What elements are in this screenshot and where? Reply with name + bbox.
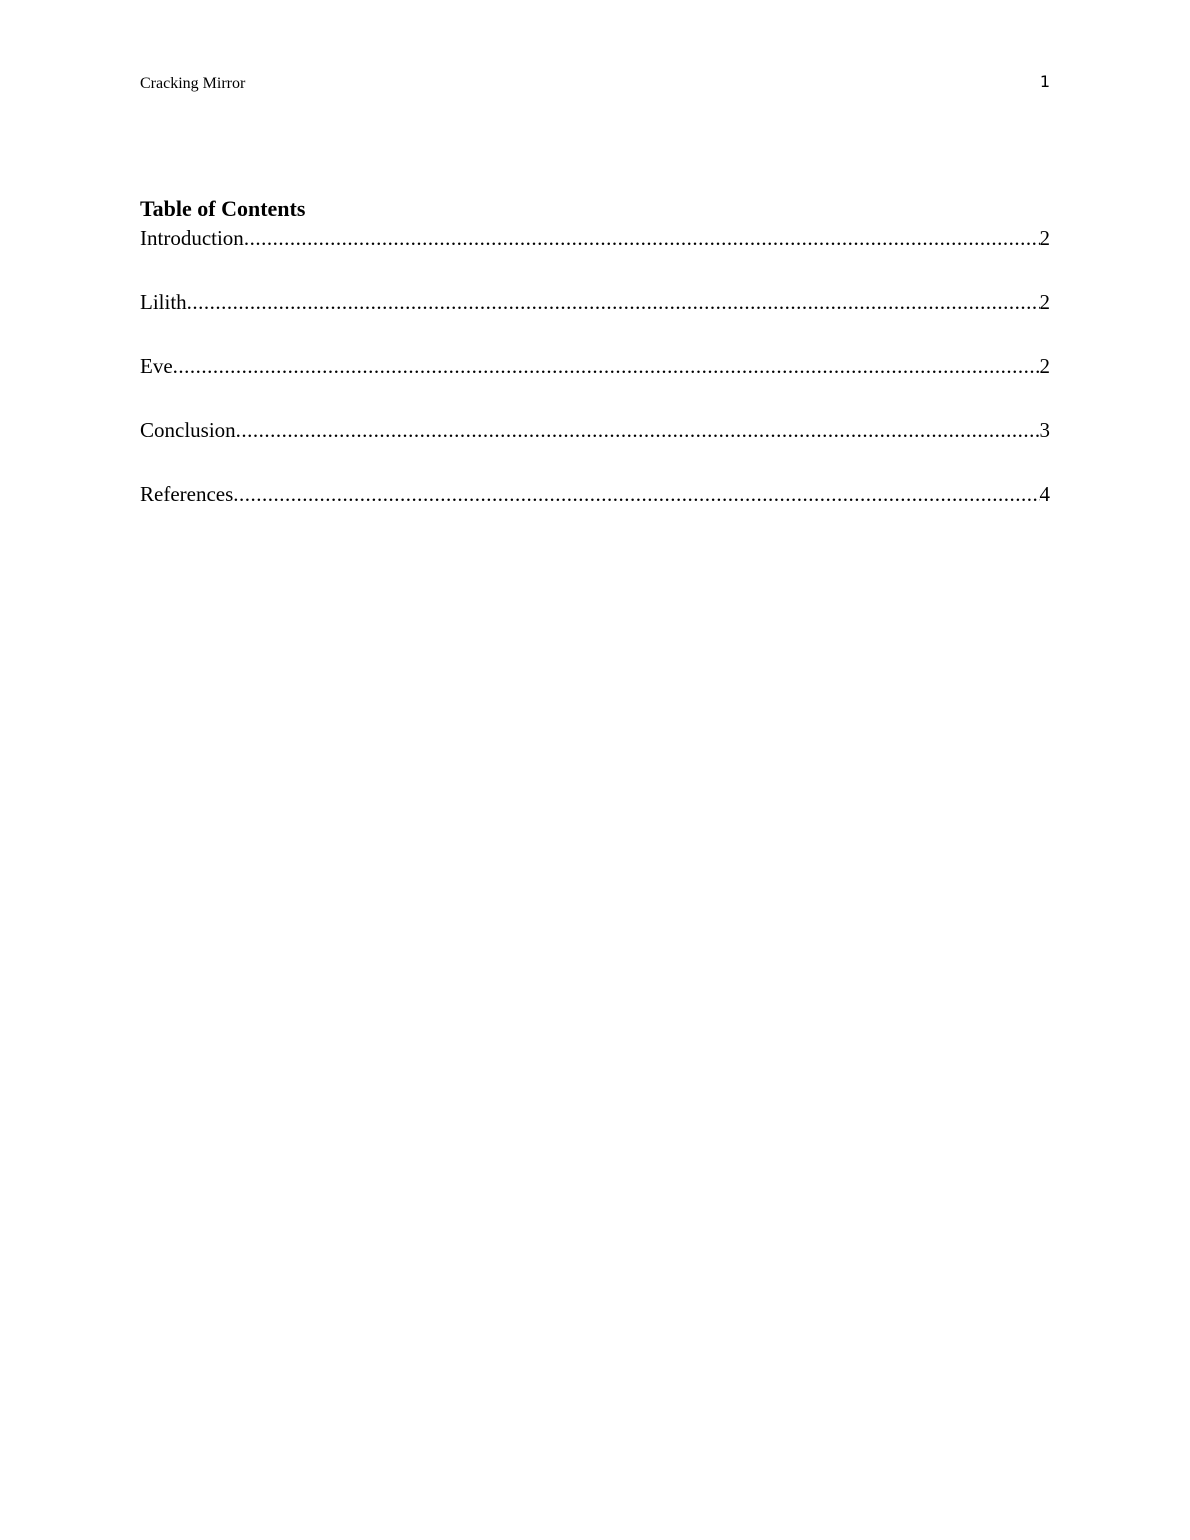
toc-entry-conclusion[interactable] <box>140 415 1050 445</box>
toc-entry-introduction[interactable] <box>140 223 1050 253</box>
page-number: 1 <box>1039 72 1050 91</box>
toc-entry-title: Lilith <box>140 290 187 314</box>
toc-heading: Table of Contents <box>140 196 306 221</box>
toc-entry-page: 2 <box>1039 354 1050 378</box>
toc-entry-title: Eve <box>140 354 173 378</box>
toc-entry-page: 3 <box>1039 418 1050 442</box>
dot-leader <box>233 479 1039 509</box>
toc-entry-title: References <box>140 482 234 506</box>
dot-leader <box>236 415 1040 445</box>
toc-entry-lilith[interactable] <box>140 287 1050 317</box>
dot-leader <box>244 223 1040 253</box>
dot-leader <box>173 351 1040 381</box>
dot-leader <box>187 287 1040 317</box>
toc-entry-page: 4 <box>1039 482 1050 506</box>
toc-list <box>140 223 1050 509</box>
toc-entry-page: 2 <box>1039 226 1050 250</box>
running-head: Cracking Mirror <box>140 75 246 92</box>
table-of-contents <box>140 195 1050 543</box>
toc-entry-title: Introduction <box>140 226 244 250</box>
toc-entry-references[interactable] <box>140 479 1050 509</box>
toc-entry-title: Conclusion <box>140 418 236 442</box>
toc-entry-eve[interactable] <box>140 351 1050 381</box>
toc-entry-page: 2 <box>1039 290 1050 314</box>
